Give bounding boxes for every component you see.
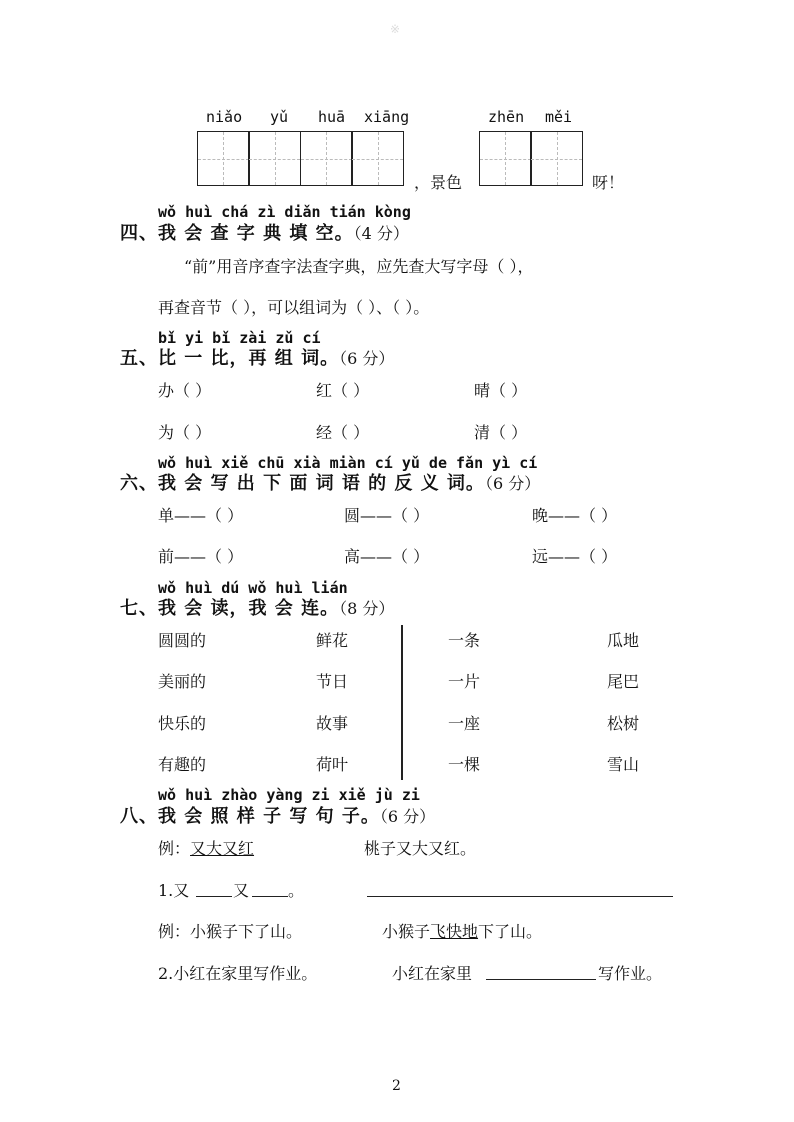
q5-item: 为（ ） <box>158 423 212 442</box>
q5-item: 办（ ） <box>158 381 212 400</box>
pinyin-mei: měi <box>545 108 573 126</box>
q8-item2-b: 小红在家里 <box>392 964 473 983</box>
q6-item: 高——（ ） <box>344 547 430 566</box>
q8-item1-a: 1.又 <box>158 881 190 900</box>
q3-ending-text: 呀！ <box>592 173 625 192</box>
q5-title: 五、比 一 比，再 组 词。 <box>120 348 340 369</box>
q8-example2: 例：小猴子下了山。 <box>158 922 303 941</box>
q6-pinyin: wǒ huì xiě chū xià miàn cí yǔ de fǎn yì cí <box>158 454 538 472</box>
q5-item: 经（ ） <box>316 423 370 442</box>
top-watermark-glyph: ※ <box>390 22 401 36</box>
writing-cell[interactable] <box>351 131 404 186</box>
q6-title: 六、我 会 写 出 下 面 词 语 的 反 义 词。 <box>120 473 485 494</box>
q6-heading <box>120 469 540 495</box>
q4-line1: “前”用音序查字法查字典，应先查大写字母（ ）， <box>184 257 534 276</box>
match-item[interactable]: 快乐的 <box>158 714 207 733</box>
q4-pinyin: wǒ huì chá zì diǎn tián kòng <box>158 203 411 221</box>
writing-cell[interactable] <box>300 131 353 186</box>
writing-cell[interactable] <box>248 131 301 186</box>
q6-item: 单——（ ） <box>158 506 244 525</box>
match-item[interactable]: 尾巴 <box>607 672 640 691</box>
answer-line[interactable] <box>367 896 673 897</box>
q7-pinyin: wǒ huì dú wǒ huì lián <box>158 579 348 597</box>
match-item[interactable]: 瓜地 <box>607 631 640 650</box>
match-item[interactable]: 有趣的 <box>158 755 207 774</box>
pinyin-xiang: xiāng <box>364 108 410 126</box>
page-number: 2 <box>392 1078 401 1094</box>
q6-item: 前——（ ） <box>158 547 244 566</box>
writing-cell[interactable] <box>197 131 250 186</box>
q8-example1-sentence: 桃子又大又红。 <box>364 839 477 858</box>
writing-cell[interactable] <box>479 131 532 186</box>
writing-grid-2 <box>480 131 583 186</box>
match-item[interactable]: 故事 <box>316 714 349 733</box>
writing-cell[interactable] <box>530 131 583 186</box>
pinyin-hua: huā <box>318 108 346 126</box>
q8-item2-c: 写作业。 <box>598 964 663 983</box>
writing-grid-1 <box>198 131 404 186</box>
pinyin-niao: niǎo <box>206 108 243 126</box>
pinyin-yu: yǔ <box>270 108 289 126</box>
example-underlined: 又大又红 <box>190 839 255 858</box>
blank-line[interactable] <box>486 979 596 980</box>
blank-line[interactable] <box>196 896 232 897</box>
q5-pinyin: bǐ yi bǐ zài zǔ cí <box>158 329 321 347</box>
sentence-part: 小猴子 <box>382 922 431 941</box>
q4-score: （4 分） <box>353 224 409 243</box>
match-item[interactable]: 一棵 <box>448 755 481 774</box>
match-item[interactable]: 松树 <box>607 714 640 733</box>
divider-line <box>401 625 403 780</box>
q4-heading <box>120 219 409 245</box>
q8-item1-end: 。 <box>288 881 305 900</box>
q5-item: 红（ ） <box>316 381 370 400</box>
blank-line[interactable] <box>252 896 288 897</box>
q8-score: （6 分） <box>379 807 436 826</box>
q5-score: （6 分） <box>339 349 395 368</box>
match-item[interactable]: 鲜花 <box>316 631 349 650</box>
q7-heading <box>120 594 394 620</box>
match-item[interactable]: 雪山 <box>607 755 640 774</box>
match-item[interactable]: 一条 <box>448 631 481 650</box>
q4-line2: 再查音节（ ），可以组词为（ ）、（ ）。 <box>158 298 430 317</box>
q6-item: 晚——（ ） <box>532 506 618 525</box>
match-item[interactable]: 美丽的 <box>158 672 207 691</box>
q5-item: 清（ ） <box>474 423 528 442</box>
q6-item: 圆——（ ） <box>344 506 430 525</box>
q8-heading <box>120 802 435 828</box>
q5-item: 晴（ ） <box>474 381 528 400</box>
q8-item1-b: 又 <box>233 881 250 900</box>
match-item[interactable]: 一片 <box>448 672 481 691</box>
q8-example2-sentence <box>382 919 542 942</box>
q7-score: （8 分） <box>339 599 395 618</box>
q3-between-text: ，景色 <box>414 173 463 192</box>
example-prefix: 例： <box>158 839 191 858</box>
match-item[interactable]: 圆圆的 <box>158 631 207 650</box>
match-item[interactable]: 荷叶 <box>316 755 349 774</box>
q8-pinyin: wǒ huì zhào yàng zi xiě jù zi <box>158 786 420 804</box>
q6-item: 远——（ ） <box>532 547 618 566</box>
example-underlined: 飞快地 <box>430 922 479 941</box>
q6-score: （6 分） <box>484 474 541 493</box>
q8-example1 <box>158 836 254 859</box>
q4-title: 四、我 会 查 字 典 填 空。 <box>120 223 354 244</box>
q5-heading <box>120 344 394 370</box>
q8-title: 八、我 会 照 样 子 写 句 子。 <box>120 806 380 827</box>
q7-title: 七、我 会 读，我 会 连。 <box>120 598 340 619</box>
q8-item2: 2.小红在家里写作业。 <box>158 964 318 983</box>
match-item[interactable]: 一座 <box>448 714 481 733</box>
pinyin-zhen: zhēn <box>488 108 525 126</box>
match-item[interactable]: 节日 <box>316 672 349 691</box>
sentence-part: 下了山。 <box>478 922 543 941</box>
